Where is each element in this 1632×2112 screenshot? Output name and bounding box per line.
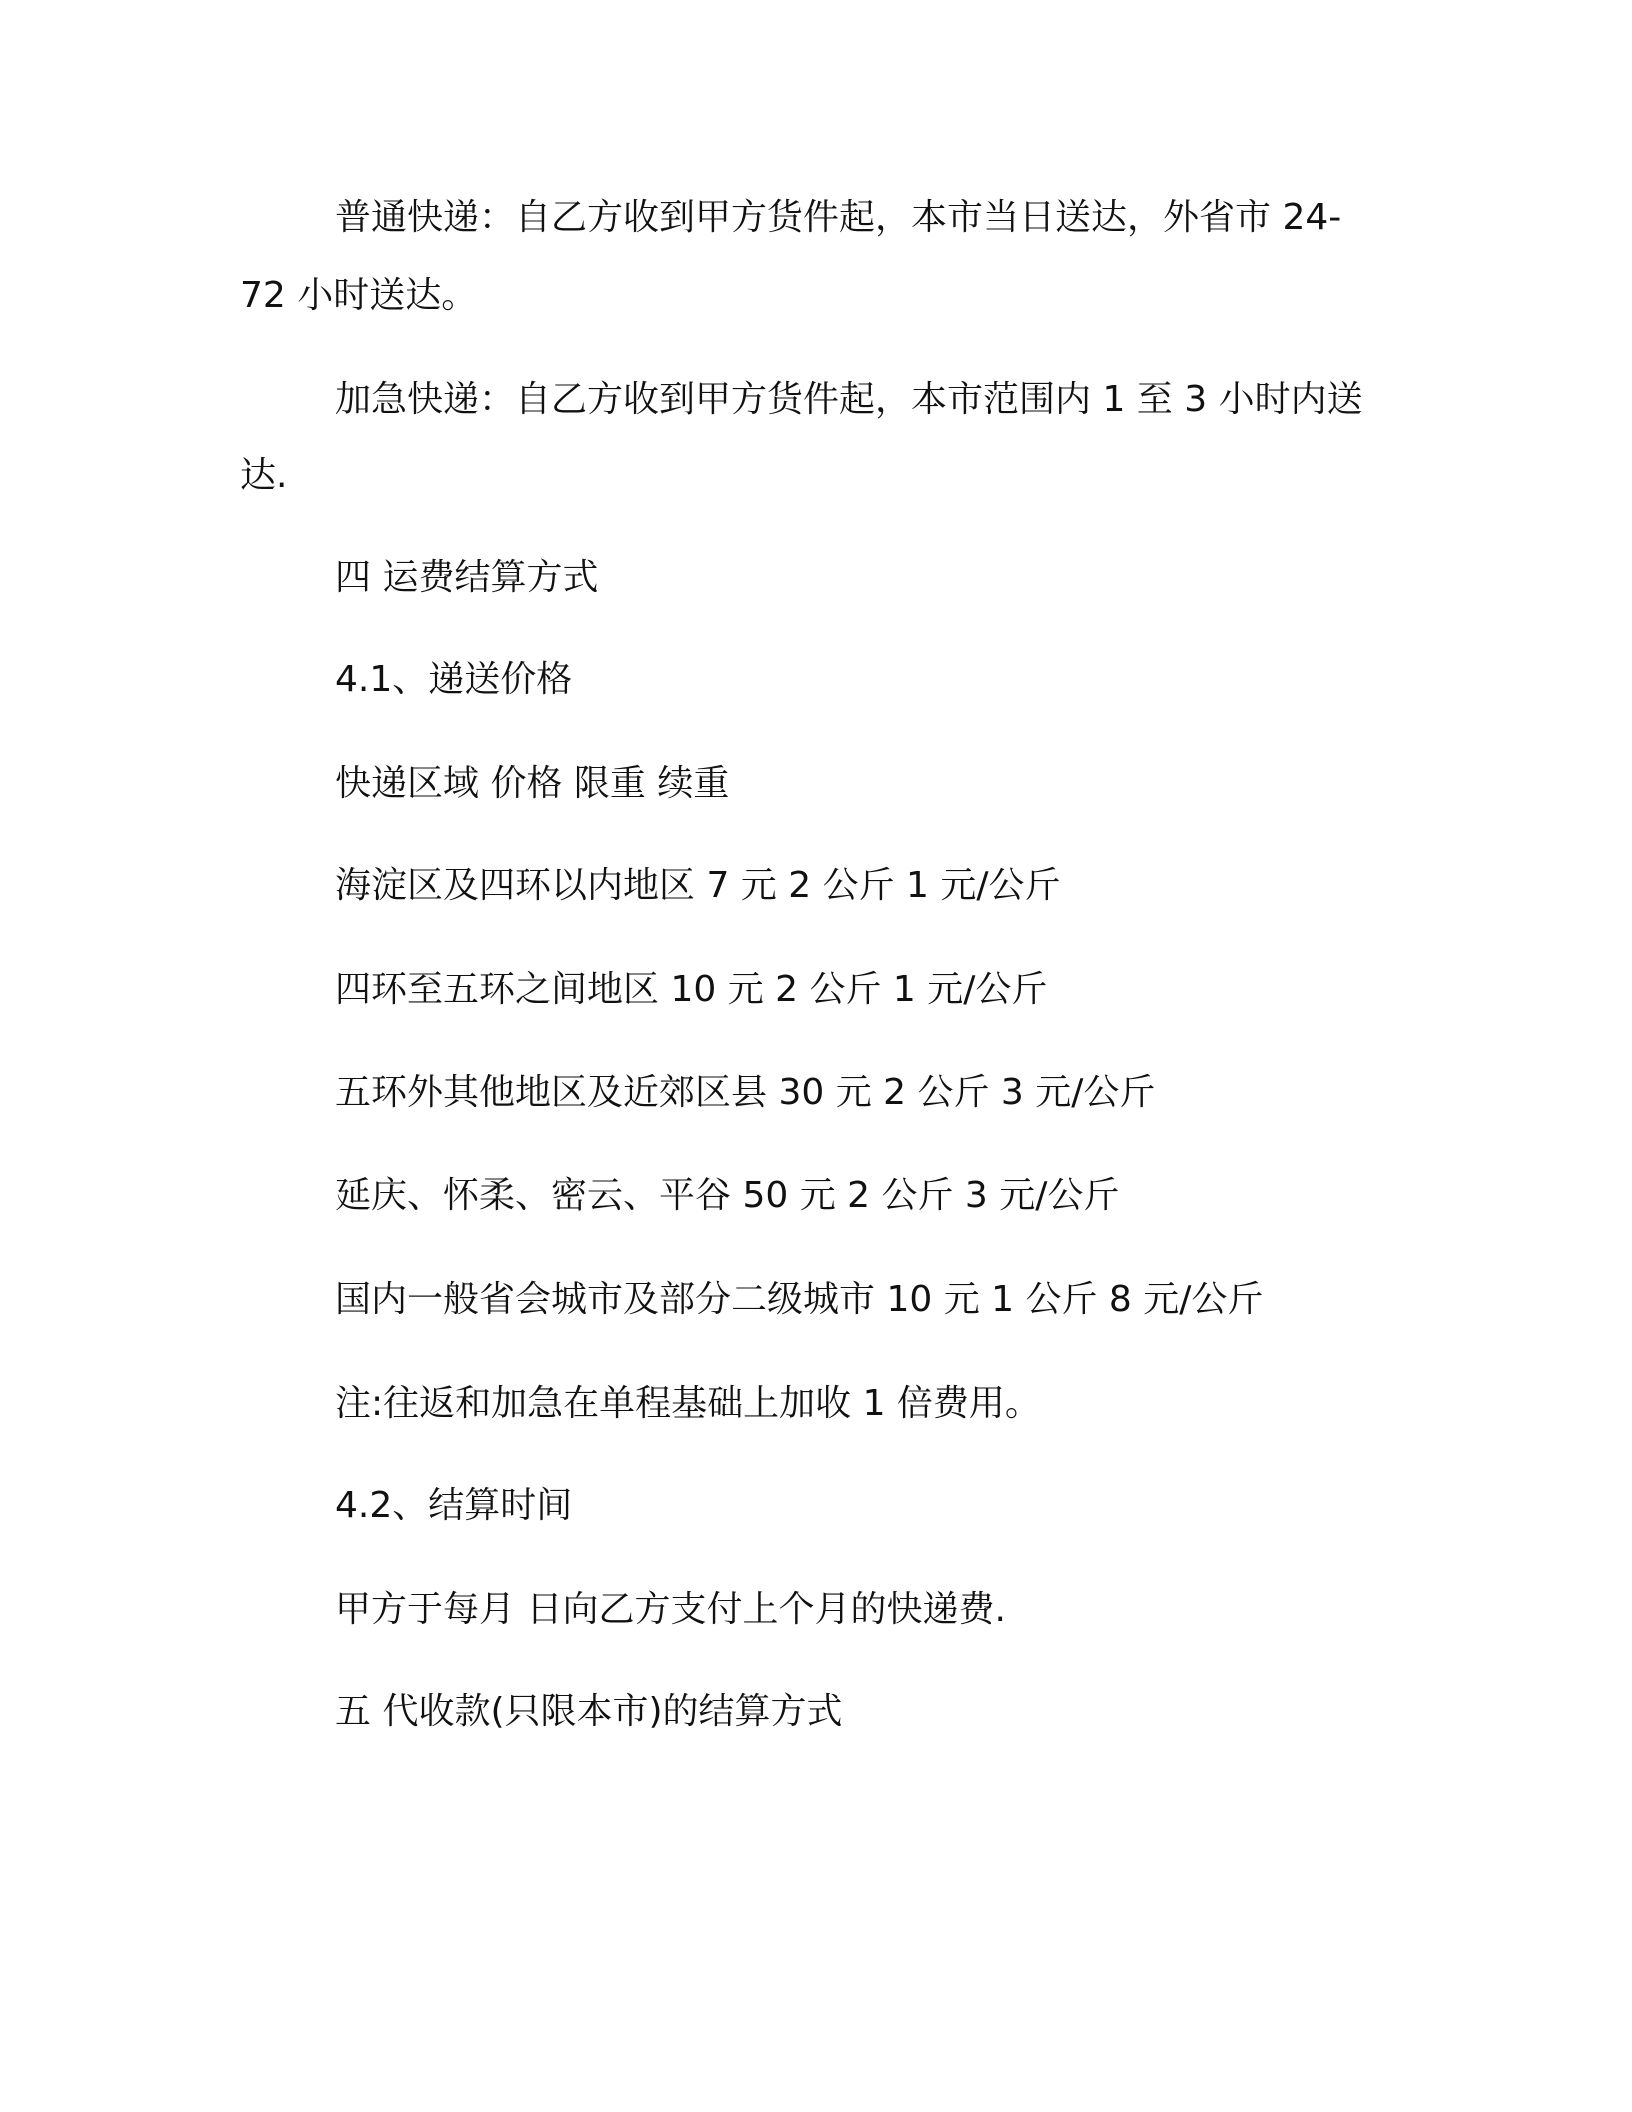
- price-note: 注:往返和加急在单程基础上加收 1 倍费用。: [335, 1383, 1041, 1424]
- price-row-outside-fifth-ring: 五环外其他地区及近郊区县 30 元 2 公斤 3 元/公斤: [335, 1072, 1156, 1113]
- paragraph-urgent-express-line2: 达.: [240, 455, 288, 496]
- subsection-heading-delivery-price: 4.1、递送价格: [335, 659, 573, 700]
- price-table-header: 快递区域 价格 限重 续重: [335, 763, 730, 804]
- paragraph-urgent-express-line1: 加急快递：自乙方收到甲方货件起，本市范围内 1 至 3 小时内送: [335, 379, 1363, 420]
- section-heading-freight-settlement: 四 运费结算方式: [335, 557, 599, 598]
- paragraph-normal-express-line2: 72 小时送达。: [240, 275, 478, 316]
- paragraph-monthly-payment: 甲方于每月 日向乙方支付上个月的快递费.: [335, 1589, 1006, 1630]
- paragraph-normal-express-line1: 普通快递：自乙方收到甲方货件起，本市当日送达，外省市 24-: [335, 197, 1342, 238]
- price-row-outer-districts: 延庆、怀柔、密云、平谷 50 元 2 公斤 3 元/公斤: [335, 1175, 1120, 1216]
- price-row-fourth-to-fifth-ring: 四环至五环之间地区 10 元 2 公斤 1 元/公斤: [335, 969, 1048, 1010]
- subsection-heading-settlement-time: 4.2、结算时间: [335, 1485, 573, 1526]
- section-heading-collection-settlement: 五 代收款(只限本市)的结算方式: [335, 1691, 843, 1732]
- price-row-provincial-cities: 国内一般省会城市及部分二级城市 10 元 1 公斤 8 元/公斤: [335, 1279, 1264, 1320]
- price-row-haidian: 海淀区及四环以内地区 7 元 2 公斤 1 元/公斤: [335, 865, 1061, 906]
